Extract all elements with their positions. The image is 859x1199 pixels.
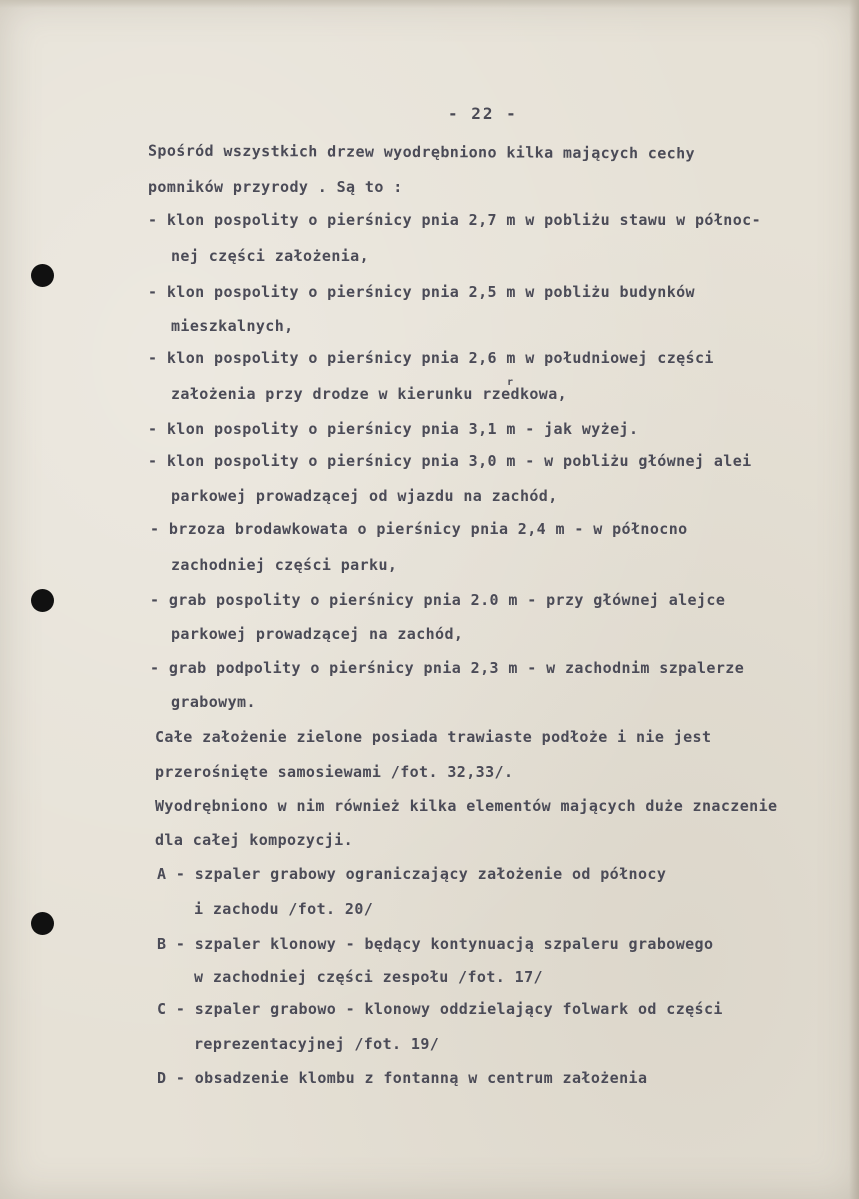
text-line: grabowym. — [171, 693, 256, 711]
text-line: Spośród wszystkich drzew wyodrębniono kilka mających cechy — [147, 141, 696, 163]
paper-edge-right — [849, 0, 859, 1199]
handwritten-mark: r — [507, 377, 514, 388]
text-line: - klon pospolity o pierśnicy pnia 3,0 m - w pobliżu głównej alei — [148, 452, 752, 470]
text-line: mieszkalnych, — [171, 317, 294, 335]
text-line: Wyodrębniono w nim również kilka elementów mających duże znaczenie — [155, 797, 778, 815]
text-line: - klon pospolity o pierśnicy pnia 3,1 m - jak wyżej. — [148, 420, 639, 438]
text-line: B - szpaler klonowy - będący kontynuacją szpaleru grabowego — [157, 935, 714, 953]
text-line: - brzoza brodawkowata o pierśnicy pnia 2,4 m - w północno — [150, 520, 688, 538]
text-line: nej części założenia, — [171, 247, 370, 265]
text-line: dla całej kompozycji. — [155, 831, 354, 849]
text-line: pomników przyrody . Są to : — [148, 178, 403, 196]
text-line: w zachodniej części zespołu /fot. 17/ — [194, 968, 543, 986]
paper-edge-top — [0, 0, 859, 8]
text-line: parkowej prowadzącej od wjazdu na zachód, — [171, 487, 558, 505]
page-number: - 22 - — [448, 104, 518, 123]
text-line: przerośnięte samosiewami /fot. 32,33/. — [155, 763, 514, 781]
text-line: A - szpaler grabowy ograniczający założenie od północy — [157, 865, 667, 883]
text-line: założenia przy drodze w kierunku rzedkowa, — [171, 385, 568, 403]
text-line: D - obsadzenie klombu z fontanną w centrum założenia — [157, 1069, 648, 1087]
binder-hole-icon — [31, 912, 54, 935]
text-line: parkowej prowadzącej na zachód, — [171, 625, 464, 643]
text-line: - grab podpolity o pierśnicy pnia 2,3 m - w zachodnim szpalerze — [150, 659, 745, 677]
text-line: - grab pospolity o pierśnicy pnia 2.0 m - przy głównej alejce — [150, 591, 726, 609]
text-line: Całe założenie zielone posiada trawiaste podłoże i nie jest — [155, 728, 712, 746]
binder-hole-icon — [31, 589, 54, 612]
text-line: - klon pospolity o pierśnicy pnia 2,6 m w południowej części — [148, 349, 714, 367]
binder-hole-icon — [31, 264, 54, 287]
text-line: - klon pospolity o pierśnicy pnia 2,5 m w pobliżu budynków — [148, 283, 695, 301]
text-line: - klon pospolity o pierśnicy pnia 2,7 m w pobliżu stawu w północ- — [148, 211, 761, 229]
text-line: i zachodu /fot. 20/ — [194, 900, 374, 918]
text-line: C - szpaler grabowo - klonowy oddzielający folwark od części — [157, 1000, 723, 1018]
text-line: reprezentacyjnej /fot. 19/ — [194, 1035, 440, 1053]
text-line: zachodniej części parku, — [171, 556, 398, 574]
